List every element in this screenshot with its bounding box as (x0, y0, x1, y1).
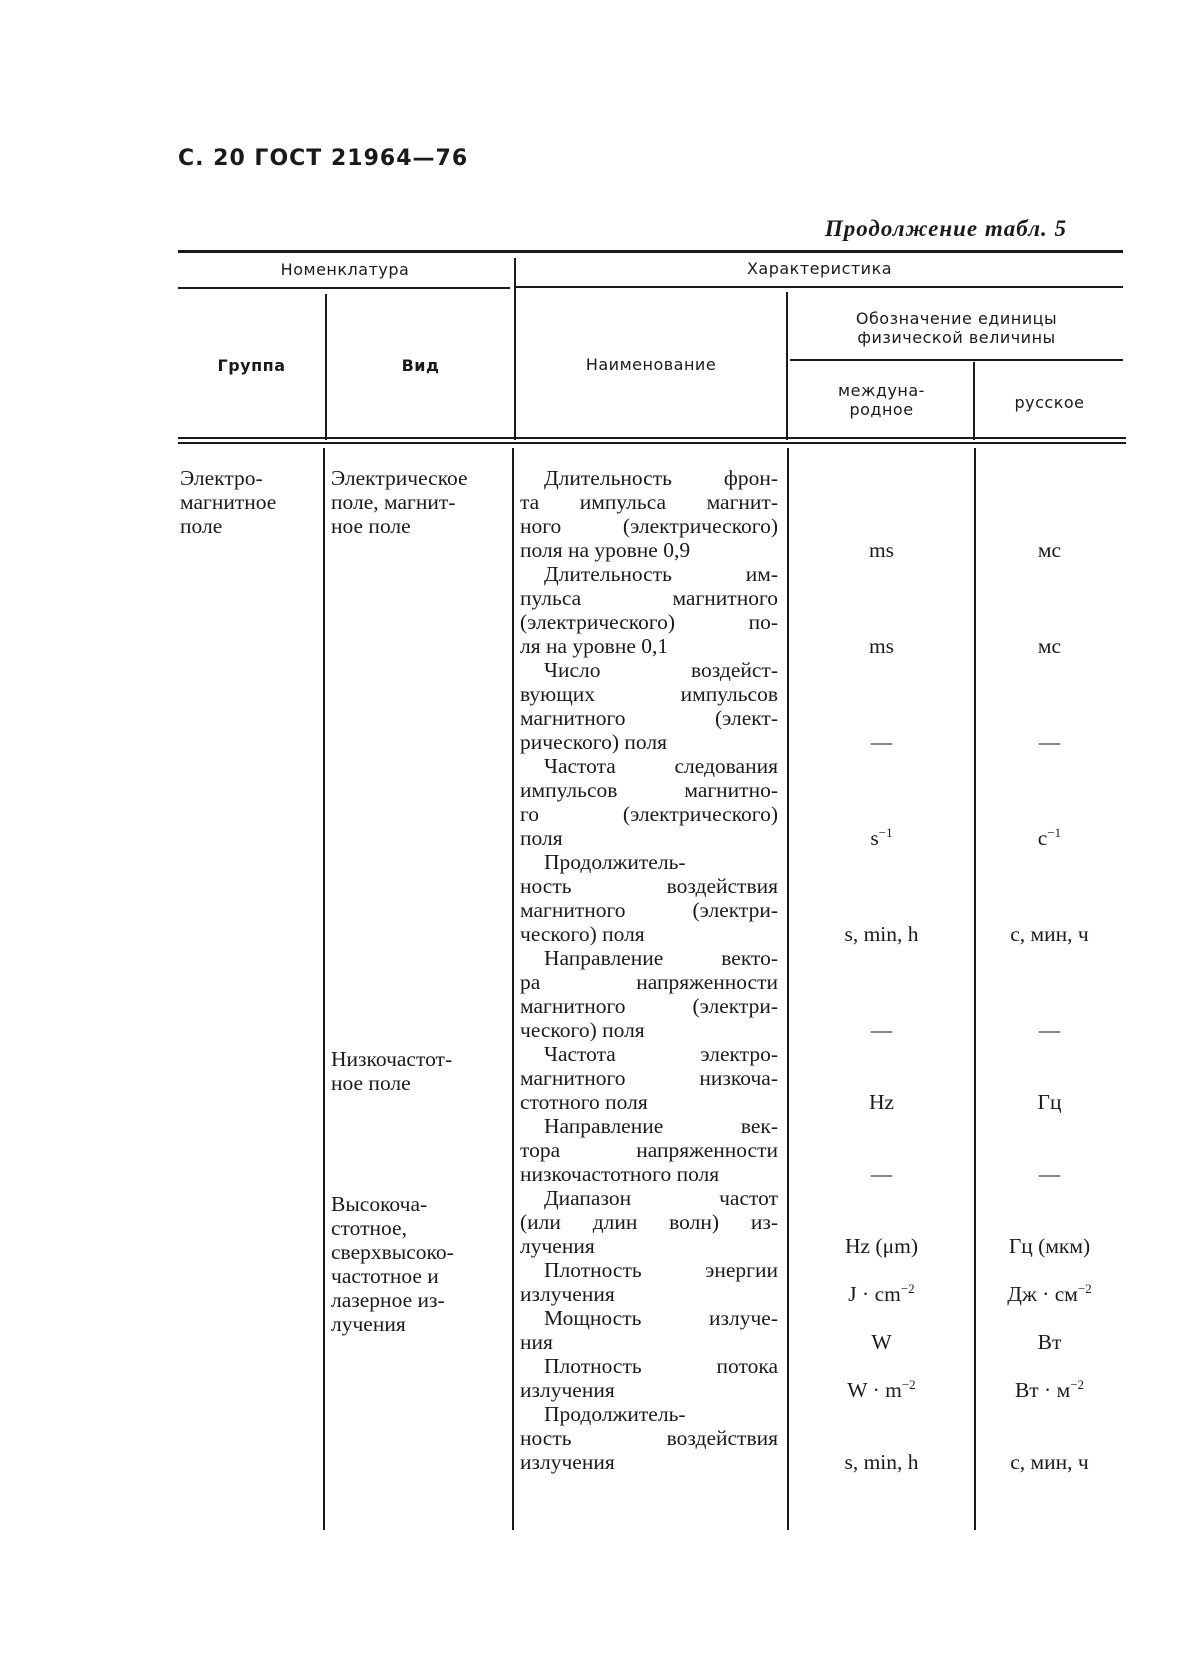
characteristic-name (520, 1114, 778, 1186)
characteristic-rule (516, 286, 1123, 288)
header-name: Наименование (585, 355, 717, 374)
characteristic-name-line: пульса магнитного (520, 586, 778, 610)
unit-russian (976, 1330, 1123, 1354)
unit-russian-text: Дж · см (1007, 1282, 1078, 1306)
unit-international (790, 1378, 973, 1402)
characteristic-name (520, 1354, 778, 1402)
unit-russian-text: — (1038, 1162, 1061, 1186)
characteristic-name-line: Диапазон частот (544, 1186, 778, 1210)
header-double-rule-1 (178, 437, 1126, 439)
characteristic-name-line: ность воздействия (520, 874, 778, 898)
characteristic-name-line: стотного поля (520, 1090, 648, 1114)
characteristic-name-line: ческого) поля (520, 1018, 645, 1042)
unit-russian (976, 1018, 1123, 1042)
header-unit-line: Обозначение единицы (855, 309, 1058, 328)
unit-russian (976, 730, 1123, 754)
characteristic-name-line: магнитного (электри- (520, 994, 778, 1018)
characteristic-name-line: Продолжитель- (544, 1402, 686, 1426)
characteristic-name-line: ра напряженности (520, 970, 778, 994)
characteristic-name-line: излучения (520, 1450, 615, 1474)
type-cell (331, 1047, 452, 1095)
characteristic-name-line: поля на уровне 0,9 (520, 538, 691, 562)
characteristic-name-line: (или длин волн) из- (520, 1210, 778, 1234)
header-unit-line: физической величины (857, 328, 1056, 347)
type-line: ное поле (331, 1071, 411, 1095)
characteristic-name-line: (электрического) по- (520, 610, 778, 634)
unit-international (790, 634, 973, 658)
unit-russian (976, 1162, 1123, 1186)
unit-russian-text: Гц (1037, 1090, 1062, 1114)
header-double-rule-2 (178, 442, 1126, 444)
unit-international (790, 1162, 973, 1186)
header-group: Группа (217, 356, 286, 375)
characteristic-name-line: Число воздейст- (544, 658, 778, 682)
characteristic-name-line: магнитного (электри- (520, 898, 778, 922)
characteristic-name (520, 1186, 778, 1258)
header-international (790, 381, 973, 419)
type-line: лучения (331, 1312, 406, 1336)
unit-russian-text: мс (1037, 634, 1062, 658)
unit-russian-text: — (1038, 730, 1061, 754)
unit-international-exponent: −2 (901, 1377, 916, 1392)
unit-international (790, 1282, 973, 1306)
unit-russian-text: с (1037, 826, 1048, 850)
unit-international (790, 1090, 973, 1114)
characteristic-name-line: ния (520, 1330, 553, 1354)
unit-international-text: W · m (847, 1378, 902, 1402)
type-line: лазерное из- (331, 1288, 445, 1312)
unit-international-text: Hz (μm) (844, 1234, 918, 1258)
characteristic-name-line: магнитного (элект- (520, 706, 778, 730)
body-divider-2 (512, 448, 514, 1530)
characteristic-name-line: излучения (520, 1282, 615, 1306)
characteristic-name-line: импульсов магнитно- (520, 778, 778, 802)
characteristic-name-line: ность воздействия (520, 1426, 778, 1450)
characteristic-name-line: магнитного низкоча- (520, 1066, 778, 1090)
unit-russian-text: Гц (мкм) (1008, 1234, 1091, 1258)
unit-international (790, 922, 973, 946)
unit-international-text: J · cm (848, 1282, 901, 1306)
characteristic-name-line: та импульса магнит- (520, 490, 778, 514)
unit-russian (976, 634, 1123, 658)
unit-international-text: ms (868, 538, 895, 562)
type-line: Низкочастот- (331, 1047, 453, 1071)
type-line: стотное, (331, 1216, 407, 1240)
unit-international (790, 730, 973, 754)
unit-russian (976, 1234, 1123, 1258)
characteristic-name-line: го (электрического) (520, 802, 778, 826)
body-divider-1 (323, 448, 325, 1530)
characteristic-name-line: Частота электро- (544, 1042, 778, 1066)
unit-russian-text: мс (1037, 538, 1062, 562)
characteristic-name (520, 1258, 778, 1306)
unit-russian-text: с, мин, ч (1010, 922, 1089, 946)
type-line: сверхвысоко- (331, 1240, 454, 1264)
unit-international-text: s (870, 826, 879, 850)
header-characteristic: Характеристика (746, 259, 893, 278)
characteristic-name (520, 1042, 778, 1114)
type-cell (331, 1192, 454, 1336)
unit-international-exponent: −2 (900, 1281, 915, 1296)
unit-international-text: s, min, h (844, 1450, 919, 1474)
unit-international (790, 826, 973, 850)
table-continuation-label: Продолжение табл. 5 (824, 216, 1067, 241)
characteristic-name-line: лучения (520, 1234, 595, 1258)
unit-russian-text: с, мин, ч (1010, 1450, 1089, 1474)
header-unit-designation (790, 309, 1123, 347)
unit-international-text: s, min, h (844, 922, 919, 946)
unit-international (790, 1234, 973, 1258)
characteristic-name-line: Плотность потока (544, 1354, 778, 1378)
group-cell (180, 466, 276, 538)
group-line: поле (180, 514, 223, 538)
characteristic-name-line: излучения (520, 1378, 615, 1402)
type-line: ное поле (331, 514, 411, 538)
characteristic-name (520, 562, 778, 658)
characteristic-name-line: Длительность фрон- (544, 466, 778, 490)
characteristic-name-line: ля на уровне 0,1 (520, 634, 669, 658)
unit-international-exponent: −1 (878, 825, 893, 840)
characteristic-name (520, 466, 778, 562)
characteristic-name-line: Частота следования (544, 754, 778, 778)
type-line: частотное и (331, 1264, 439, 1288)
header-international-line: родное (849, 400, 914, 419)
unit-russian (976, 922, 1123, 946)
group-line: магнитное (180, 490, 277, 514)
characteristic-name (520, 1306, 778, 1354)
characteristic-name-line: вующих импульсов (520, 682, 778, 706)
unit-international-text: — (870, 730, 893, 754)
unit-russian-text: — (1038, 1018, 1061, 1042)
unit-russian (976, 826, 1123, 850)
type-line: поле, магнит- (331, 490, 456, 514)
unit-international-text: — (870, 1018, 893, 1042)
characteristic-name-line: рического) поля (520, 730, 667, 754)
characteristic-name-line: Продолжитель- (544, 850, 686, 874)
unit-international (790, 1330, 973, 1354)
characteristic-name (520, 1402, 778, 1474)
unit-international-text: ms (868, 634, 895, 658)
characteristic-name-line: тора напряженности (520, 1138, 778, 1162)
characteristic-name-line: Мощность излуче- (544, 1306, 778, 1330)
unit-russian-text: Вт (1037, 1330, 1062, 1354)
group-line: Электро- (180, 466, 263, 490)
unit-international (790, 538, 973, 562)
characteristic-name-line: ного (электрического) (520, 514, 778, 538)
unit-international (790, 1450, 973, 1474)
characteristic-name-line: Направление векто- (544, 946, 778, 970)
column-divider-4 (973, 362, 975, 440)
column-divider-2 (514, 258, 516, 440)
characteristic-name-line: Плотность энергии (544, 1258, 778, 1282)
characteristic-name (520, 754, 778, 850)
unit-international-text: W (871, 1330, 892, 1354)
column-divider-3 (786, 292, 788, 440)
page-header: С. 20 ГОСТ 21964—76 (178, 146, 469, 171)
unit-russian (976, 1090, 1123, 1114)
unit-russian (976, 538, 1123, 562)
unit-russian (976, 1378, 1123, 1402)
header-russian: русское (1014, 393, 1085, 412)
unit-russian-exponent: −1 (1047, 825, 1062, 840)
header-international-line: междуна- (838, 381, 925, 400)
characteristic-name (520, 658, 778, 754)
header-nomenclature: Номенклатура (280, 260, 410, 279)
unit-international (790, 1018, 973, 1042)
unit-russian-exponent: −2 (1077, 1281, 1092, 1296)
characteristic-name-line: Направление век- (544, 1114, 778, 1138)
unit-international-text: Hz (868, 1090, 895, 1114)
unit-rule (790, 359, 1123, 361)
nomenclature-rule (178, 287, 510, 289)
unit-russian-text: Вт · м (1014, 1378, 1071, 1402)
characteristic-name (520, 946, 778, 1042)
characteristic-name-line: низкочастотного поля (520, 1162, 720, 1186)
unit-russian (976, 1450, 1123, 1474)
body-divider-3 (787, 448, 789, 1530)
header-type: Вид (401, 356, 440, 375)
type-cell (331, 466, 468, 538)
type-line: Электрическое (331, 466, 468, 490)
unit-russian-exponent: −2 (1070, 1377, 1085, 1392)
characteristic-name-line: поля (520, 826, 563, 850)
unit-international-text: — (870, 1162, 893, 1186)
table-top-rule (178, 250, 1123, 253)
characteristic-name-line: Длительность им- (544, 562, 778, 586)
characteristic-name-line: ческого) поля (520, 922, 645, 946)
body-divider-4 (974, 448, 976, 1530)
type-line: Высокоча- (331, 1192, 428, 1216)
unit-russian (976, 1282, 1123, 1306)
characteristic-name (520, 850, 778, 946)
